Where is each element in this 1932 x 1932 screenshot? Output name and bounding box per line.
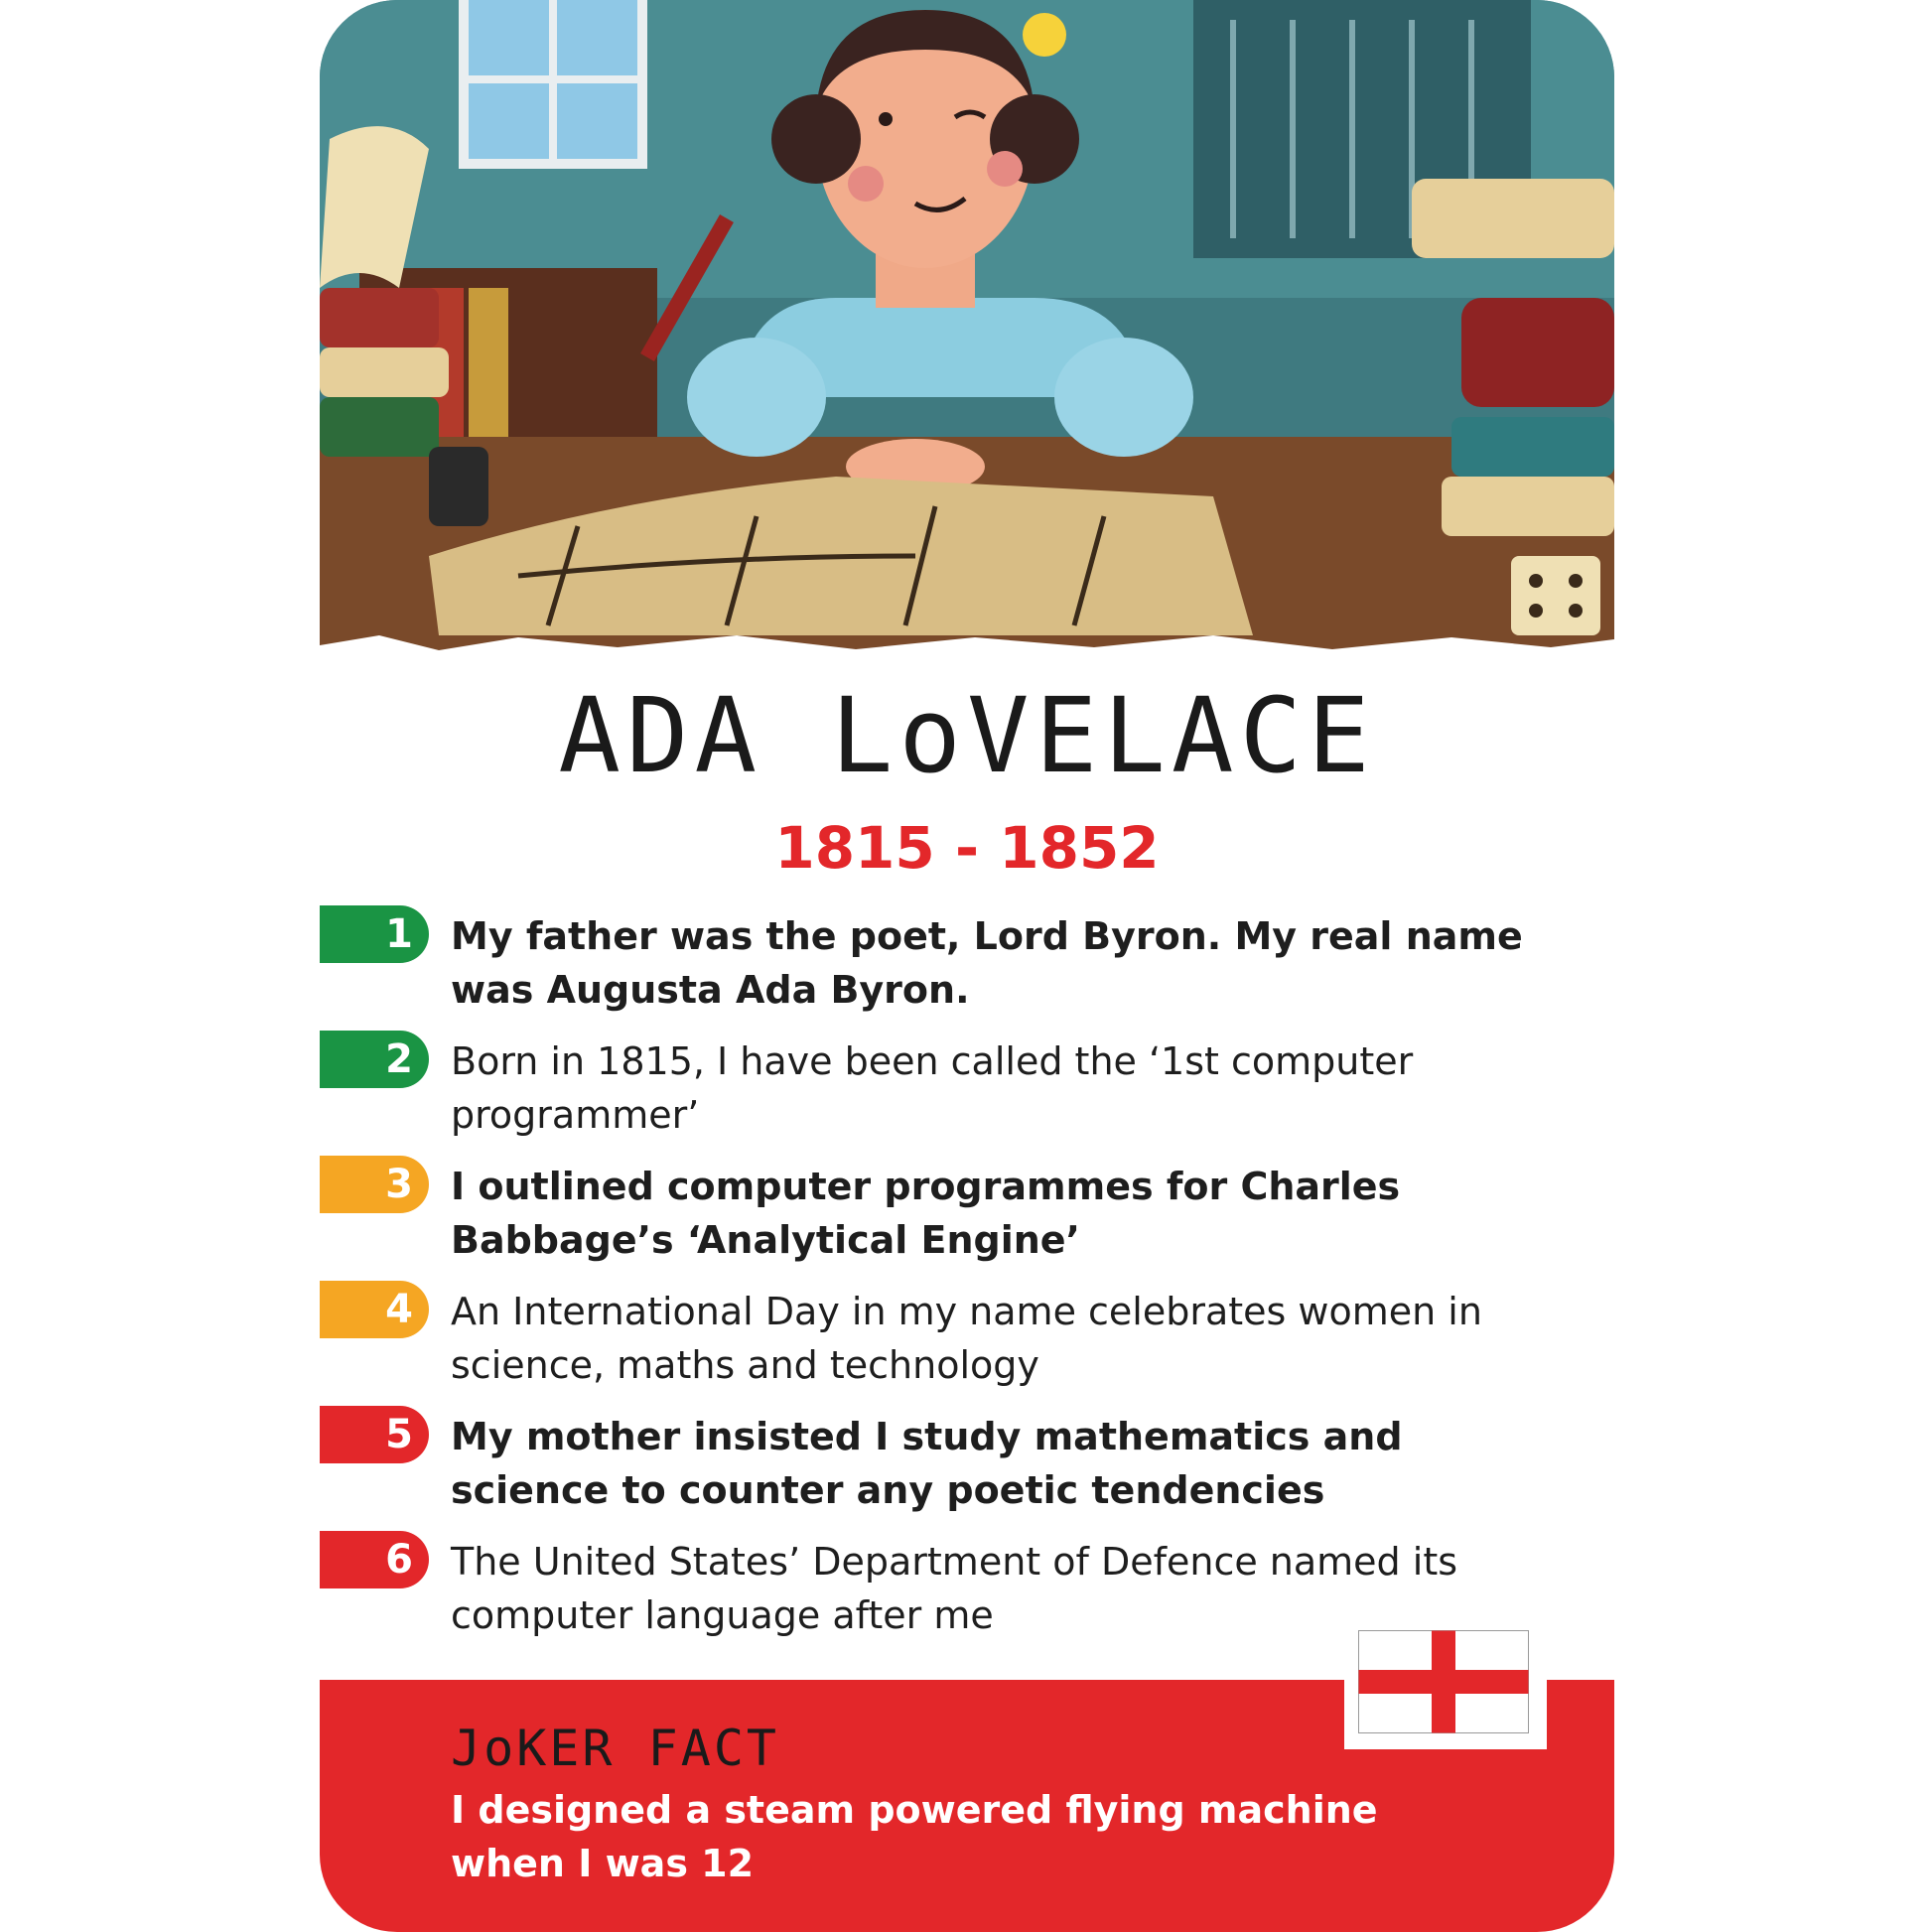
life-years: 1815 - 1852 xyxy=(774,814,1160,882)
trump-card xyxy=(320,0,1614,1932)
fact-text: My mother insisted I study mathematics and science to counter any poetic tendencies xyxy=(451,1415,1403,1512)
fact-1 xyxy=(320,905,1614,1017)
flag-frame xyxy=(1344,1618,1547,1749)
fact-4 xyxy=(320,1281,1614,1392)
fact-number-badge: 2 xyxy=(320,1031,429,1088)
england-flag-icon xyxy=(1358,1630,1529,1733)
fact-number-badge: 1 xyxy=(320,905,429,963)
fact-text: An International Day in my name celebrates women in science, maths and technology xyxy=(451,1290,1482,1387)
joker-title: JoKER FACT xyxy=(451,1720,780,1777)
fact-number-badge: 6 xyxy=(320,1531,429,1588)
fact-2 xyxy=(320,1031,1614,1142)
fact-number-badge: 5 xyxy=(320,1406,429,1463)
fact-number-badge: 3 xyxy=(320,1156,429,1213)
joker-text: I designed a steam powered flying machine when I was 12 xyxy=(451,1788,1378,1885)
person-name: ADA LoVELACE xyxy=(558,675,1376,796)
fact-number-badge: 4 xyxy=(320,1281,429,1338)
fact-3 xyxy=(320,1156,1614,1267)
fact-text: The United States’ Department of Defence named its computer language after me xyxy=(451,1540,1458,1637)
fact-text: My father was the poet, Lord Byron. My real name was Augusta Ada Byron. xyxy=(451,914,1523,1012)
fact-text: I outlined computer programmes for Charles Babbage’s ‘Analytical Engine’ xyxy=(451,1165,1401,1262)
fact-5 xyxy=(320,1406,1614,1517)
portrait-illustration xyxy=(320,0,1614,655)
fact-text: Born in 1815, I have been called the ‘1st computer programmer’ xyxy=(451,1039,1414,1137)
ada-lovelace-portrait-icon xyxy=(320,0,1614,655)
